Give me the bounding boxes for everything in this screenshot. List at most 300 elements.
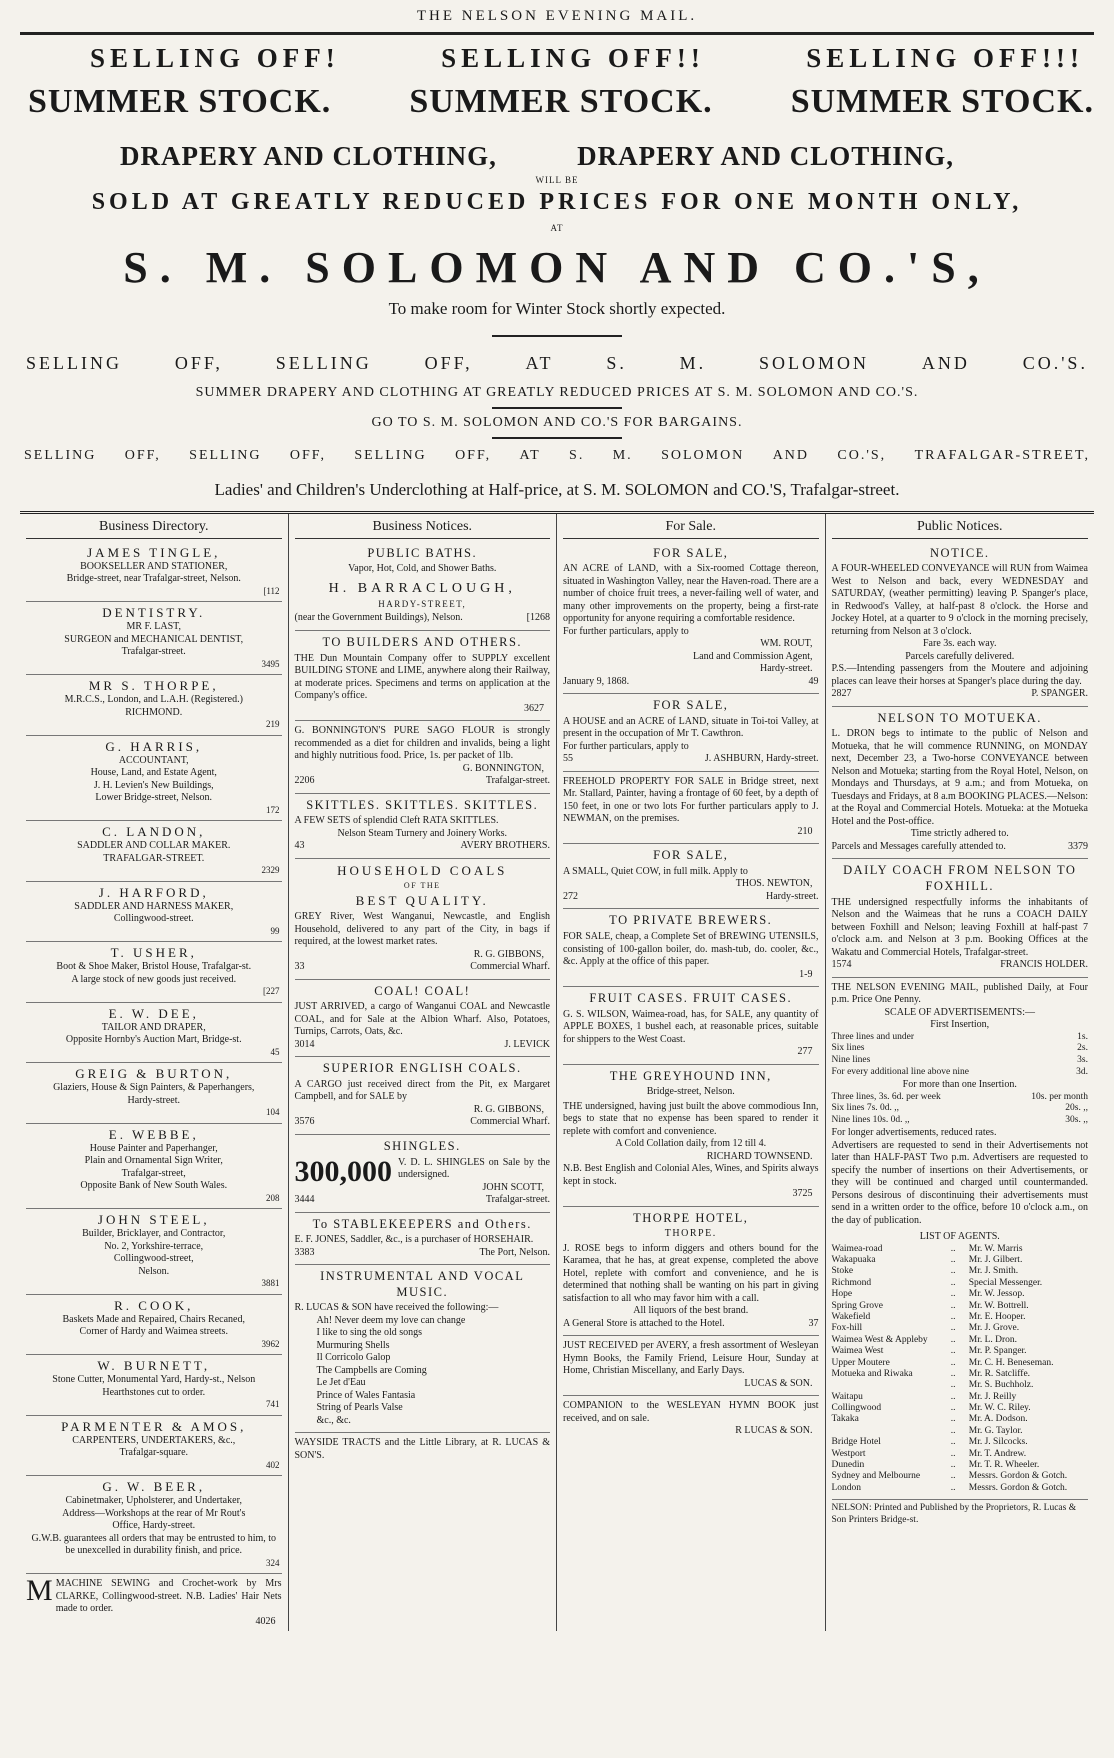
entry-line: House Painter and Paperhanger, (89, 1142, 218, 1154)
ad-signature: J. LEVICK (504, 1038, 550, 1050)
ad-store: A General Store is attached to the Hotel. (563, 1317, 725, 1329)
music-item: Prince of Wales Fantasia (316, 1389, 416, 1401)
agent-place: Stoke (831, 1266, 854, 1277)
entry-line: Opposite Bank of New South Wales. (80, 1180, 228, 1192)
ad-title: COAL! COAL! (374, 983, 471, 998)
ad-title-2: BEST QUALITY. (355, 892, 489, 908)
rate-label: For every additional line above nine (831, 1067, 969, 1078)
agent-place: London (831, 1482, 862, 1493)
ad-addr: Trafalgar-street. (485, 1194, 550, 1205)
ad-body: FOR SALE, cheap, a Complete Set of BREWING UTENSILS, consisting of 100-gallon boiler, do. mash-tub, do. cooler, &c., &c. Apply at the office of this paper. (563, 931, 819, 967)
spread1-word: SELLING (26, 352, 122, 373)
conveyance-notice (832, 542, 1089, 707)
ad-title: INSTRUMENTAL AND VOCAL MUSIC. (320, 1269, 525, 1299)
agent-leader: .. (950, 1323, 956, 1334)
agent-name: Mr. J. Grove. (968, 1323, 1020, 1334)
english-coals-ad (295, 1057, 551, 1135)
entry-number: 172 (266, 804, 280, 815)
entry-line: SURGEON and MECHANICAL DENTIST, (64, 633, 244, 645)
entry-line: Collingwood-street, (113, 1253, 194, 1265)
spread2-word: SELLING (24, 448, 97, 463)
avery-ad (563, 1336, 819, 1396)
entry-line: No. 2, Yorkshire-terrace, (104, 1240, 204, 1252)
entry-line: Collingwood-street. (113, 913, 194, 925)
rate-value: 3s. (1077, 1055, 1088, 1066)
fruit-cases-ad (563, 987, 819, 1065)
entry-number: 741 (266, 1399, 280, 1410)
agent-name: Mr. L. Dron. (968, 1334, 1018, 1345)
rate-value: 10s. per month (1031, 1091, 1088, 1102)
rate-label: Six lines (831, 1043, 865, 1054)
agent-place (832, 1380, 951, 1391)
entry-line: Address—Workshops at the rear of Mr Rout's (62, 1507, 246, 1519)
ad-body: A FEW SETS of splendid Cleft RATA SKITTLES. (294, 815, 499, 827)
spread2-word: SELLING (354, 448, 427, 463)
drop-cap: M (26, 1574, 53, 1607)
drapery-2: DRAPERY AND CLOTHING, (577, 141, 954, 171)
entry-line: Bridge-street, near Trafalgar-street, Nelson. (66, 573, 241, 585)
entry-line: Baskets Made and Repaired, Chairs Recaned, (62, 1313, 245, 1325)
ad-body: FREEHOLD PROPERTY FOR SALE in Bridge street, next Mr. Stallard, Painter, having a frontage of 60 feet, by a depth of 150 feet, in one or two lots For further particulars apply to J. NEWMAN, on the premises. (563, 775, 819, 825)
agent-leader: .. (950, 1425, 956, 1436)
agent-place: Takaka (831, 1414, 859, 1425)
music-item: Le Jet d'Eau (316, 1377, 366, 1389)
rate-value: 2s. (1077, 1043, 1088, 1054)
agent-place: Wakefield (831, 1311, 871, 1322)
entry-line: BOOKSELLER AND STATIONER, (80, 560, 228, 572)
music-item: Il Corricolo Galop (316, 1352, 391, 1364)
entry-line: Builder, Bricklayer, and Contractor, (82, 1228, 226, 1240)
ad-title: TO BUILDERS AND OTHERS. (322, 634, 523, 649)
column-title: Business Notices. (295, 518, 551, 539)
spread2-word: SELLING (189, 448, 262, 463)
at-label: AT (550, 223, 564, 233)
entry-number: 3962 (261, 1338, 280, 1349)
motueka-ad (832, 707, 1089, 860)
entry-number: 104 (266, 1107, 280, 1118)
agent-place: Wakapuaka (831, 1255, 876, 1266)
ad-body: V. D. L. SHINGLES on Sale by the undersigned. (398, 1156, 550, 1180)
music-item: Murmuring Shells (316, 1339, 390, 1351)
ad-title: THE GREYHOUND INN, (609, 1068, 772, 1083)
agent-name: Mr. W. Marris (968, 1243, 1023, 1254)
agent-leader: .. (950, 1243, 956, 1254)
agent-leader: .. (950, 1380, 956, 1391)
directory-entry (26, 542, 282, 603)
selling-off-1: SELLING OFF! (90, 43, 340, 73)
ad-collation: A Cold Collation daily, from 12 till 4. (615, 1138, 767, 1150)
agent-leader: .. (950, 1437, 956, 1448)
ad-number: 55 (563, 753, 573, 765)
ad-addr: Commercial Wharf. (470, 961, 550, 973)
summer-stock-1: SUMMER STOCK. (28, 83, 332, 120)
agent-name: Messrs. Gordon & Gotch. (968, 1482, 1068, 1493)
ad-body: E. F. JONES, Saddler, &c., is a purchaser of HORSEHAIR. (294, 1234, 534, 1246)
ad-body: J. ROSE begs to inform diggers and others bound for the Karamea, that he has, at great expense, completed the above Hotel, replete with comfort and convenience, and he is determined that nothing shall be wanting on his part in giving satisfaction to all who may favor him with a call. (563, 1242, 819, 1304)
for-sale-column (557, 514, 826, 1631)
ad-title: SKITTLES. SKITTLES. SKITTLES. (306, 797, 539, 812)
agent-place: Upper Moutere (831, 1357, 890, 1368)
ad-body: THE undersigned respectfully informs the inhabitants of Nelson and the Waimeas that he runs a COACH DAILY between Foxhill and Nelson; leaving Foxhill at half-past 7 o'clock a.m. and Nelson at 3 p.m. Booking Offices at the Wakatu and Commercial Hotels, Trafalgar-street. (831, 896, 1088, 958)
agent-leader: .. (950, 1300, 956, 1311)
ad-body: R. LUCAS & SON have received the following:— (294, 1302, 499, 1314)
sold-line: SOLD AT GREATLY REDUCED PRICES FOR ONE MONTH ONLY, (91, 189, 1023, 215)
spread2-word: M. (612, 448, 633, 463)
agent-place: Collingwood (831, 1403, 882, 1414)
directory-entry (26, 1063, 282, 1124)
directory-entry (26, 882, 282, 943)
machine-text: MACHINE SEWING and Crochet-work by Mrs CLARKE, Collingwood-street. N.B. Ladies' Hair Nets made to order. (55, 1578, 282, 1614)
directory-entry (26, 1476, 282, 1574)
ad-title: FRUIT CASES. FRUIT CASES. (589, 991, 793, 1005)
ad-title: SUPERIOR ENGLISH COALS. (322, 1061, 522, 1076)
ad-body: THE Dun Mountain Company offer to SUPPLY excellent BUILDING STONE and LIME, anywhere along their Railway, at moderate prices. Specimens and terms on application at the Company's office. (294, 652, 550, 701)
entry-line: RICHMOND. (125, 706, 183, 718)
shingles-number: 300,000 (294, 1154, 392, 1188)
entry-name: T. USHER, (110, 945, 197, 960)
entry-number: 2329 (261, 865, 280, 876)
spread1-word: SELLING (275, 352, 372, 373)
builders-ad (295, 631, 551, 721)
ad-body: GREY River, West Wanganui, Newcastle, and English Household, delivered to any part of the City, in bags if required, at the lowest market rates. (294, 911, 550, 948)
ad-body: G. BONNINGTON'S PURE SAGO FLOUR is strongly recommended as a diet for children and invalids, being a light and highly nutritious food. Price, 1s. per packet of 1lb. (294, 725, 550, 761)
ad-signature: R. G. GIBBONS, (473, 1103, 544, 1115)
rate-label: Nine lines 10s. 0d. ,, (831, 1115, 910, 1126)
business-notices-column (289, 514, 558, 1631)
ad-addr: The Port, Nelson. (479, 1246, 550, 1258)
ad-sub: Vapor, Hot, Cold, and Shower Baths. (348, 563, 497, 575)
ad-body: A FOUR-WHEELED CONVEYANCE will RUN from Waimea West to Nelson and back, every WEDNESDAY and SATURDAY, (weather permitting) leaving P. Spanger's place, in Redwood's Valley, at half-past 8 o'clock. the Horse and Jockey Hotel, at a quarter to 9 o'clock in the morning precisely, returning from Nelson at 3 o'clock. (831, 563, 1088, 637)
greyhound-inn-ad (563, 1065, 819, 1207)
companion-ad (563, 1396, 819, 1443)
ad-body: WAYSIDE TRACTS and the Little Library, at R. LUCAS & SON'S. (294, 1437, 550, 1461)
selling-off-line (20, 37, 1094, 83)
spread1-word: AND (921, 352, 970, 373)
entry-number: 3495 (261, 658, 280, 669)
ad-signature: RICHARD TOWNSEND. (706, 1150, 813, 1162)
entry-name: C. LANDON, (102, 824, 206, 839)
entry-line: ACCOUNTANT, (118, 754, 189, 766)
spread2-word: CO.'S, (837, 448, 887, 463)
solomon-headline: S. M. SOLOMON AND CO.'S, (123, 243, 991, 292)
music-item: Ah! Never deem my love can change (316, 1314, 466, 1326)
agent-place: Dunedin (831, 1460, 865, 1471)
ad-addr: Commercial Wharf. (470, 1116, 550, 1128)
longer-ads: For longer advertisements, reduced rates. (831, 1127, 997, 1139)
acre-sale-ad (563, 542, 819, 695)
go-to-line: GO TO S. M. SOLOMON AND CO.'S FOR BARGAINS. (371, 415, 743, 430)
spread2-word: OFF, (289, 448, 326, 463)
agent-name: Messrs. Gordon & Gotch. (968, 1471, 1068, 1482)
agent-leader: .. (950, 1277, 956, 1288)
ad-parcels: Parcels and Messages carefully attended to. (831, 840, 1006, 852)
agent-place: Fox-hill (831, 1323, 863, 1334)
ad-of-the: OF THE (403, 880, 441, 890)
entry-line: Opposite Hornby's Auction Mart, Bridge-st. (65, 1034, 242, 1046)
agents-list (832, 1244, 1089, 1495)
agent-place: Westport (831, 1448, 866, 1459)
masthead: THE NELSON EVENING MAIL. (416, 8, 698, 24)
agent-name: Mr. T. Andrew. (968, 1448, 1027, 1459)
rate-label: Three lines, 3s. 6d. per week (831, 1091, 941, 1102)
entry-number: 219 (266, 719, 280, 730)
ad-title: FOR SALE, (653, 698, 729, 713)
entry-number: [227 (263, 986, 280, 997)
ad-signature: G. BONNINGTON, (462, 762, 544, 774)
entry-line: Trafalgar-square. (119, 1447, 189, 1459)
agent-name: Mr. J. Gilbert. (968, 1255, 1023, 1266)
entry-line: SADDLER AND COLLAR MAKER. (77, 840, 231, 852)
scale-title: SCALE OF ADVERTISEMENTS:— (884, 1006, 1036, 1018)
ad-signature: FRANCIS HOLDER. (1000, 959, 1088, 970)
drapery-line (20, 141, 1094, 175)
directory-entry (26, 1209, 282, 1295)
ad-date: January 9, 1868. (563, 675, 630, 687)
ad-signature-2: Land and Commission Agent, (693, 650, 813, 662)
spread-line-2 (20, 439, 1094, 473)
ad-title: NOTICE. (930, 545, 990, 560)
agent-name: Special Messenger. (968, 1277, 1043, 1288)
ad-number: 3576 (294, 1116, 315, 1128)
entry-name: JOHN STEEL, (97, 1212, 210, 1227)
ad-number: 3725 (792, 1188, 813, 1200)
agent-leader: .. (950, 1414, 956, 1425)
agent-leader: .. (950, 1255, 956, 1266)
ad-number: 1-9 (799, 968, 813, 980)
spread1-word: CO.'S. (1022, 352, 1088, 373)
music-item: &c., &c. (316, 1414, 351, 1426)
entry-line: A large stock of new goods just received. (71, 973, 237, 985)
more-insertion: For more than one Insertion. (902, 1079, 1017, 1090)
public-notices-column (826, 514, 1095, 1631)
spread1-word: OFF, (424, 352, 473, 373)
entry-name: PARMENTER & AMOS, (61, 1418, 247, 1434)
ad-title: To STABLEKEEPERS and Others. (312, 1216, 532, 1231)
column-title: Public Notices. (832, 518, 1089, 539)
ad-body: THE undersigned, having just built the above commodious Inn, begs to state that no expense has been spared to render it replete with comfort and convenience. (563, 1100, 819, 1137)
entry-line: Plain and Ornamental Sign Writer, (84, 1155, 223, 1167)
entry-line: Lower Bridge-street, Nelson. (95, 792, 213, 804)
summer-stock-line (20, 83, 1094, 141)
entry-name: G. HARRIS, (105, 738, 203, 754)
house-sale-ad (563, 694, 819, 772)
agent-name: Mr. E. Hooper. (968, 1311, 1026, 1322)
ad-number: 3379 (1068, 840, 1088, 852)
coal-coal-ad (295, 980, 551, 1058)
ad-body: JUST ARRIVED, a cargo of Wanganui COAL and Newcastle COAL, and for Sale at the Albion Wharf. Also, Potatoes, Turnips, Carrots, Oats, &c. (294, 1001, 550, 1038)
spread1-word: S. (606, 352, 627, 373)
directory-entry (26, 942, 282, 1003)
agent-place: Bridge Hotel (831, 1437, 881, 1448)
ad-body: COMPANION to the WESLEYAN HYMN BOOK just received, and on sale. (563, 1400, 819, 1424)
spread1-word: SOLOMON (759, 352, 870, 373)
ad-number: 277 (797, 1046, 813, 1058)
entry-line: Boot & Shoe Maker, Bristol House, Trafalgar-st. (56, 961, 252, 973)
rates-table-1 (832, 1032, 1089, 1080)
music-item: String of Pearls Valse (316, 1402, 403, 1414)
barraclough-name: H. BARRACLOUGH, (328, 580, 516, 596)
ad-body: A SMALL, Quiet COW, in full milk. Apply to (563, 865, 748, 877)
spread1-word: OFF, (174, 352, 223, 373)
agent-place: Waitapu (831, 1391, 863, 1402)
will-be: WILL BE (535, 175, 579, 185)
ad-body-2: Advertisers are requested to send in their Advertisements not later than HALF-PAST Two p.m. Advertisers are requested to specify the number of insertions on their Advertisements, or they will be continued and charged until countermanded. Persons desirous of discontinuing their advertisements must send in a written order to the office, before 10 o'clock a.m., on the day of publication. (831, 1139, 1088, 1226)
ad-number: 2206 (294, 775, 315, 786)
skittles-ad (295, 794, 551, 859)
shingles-ad (295, 1135, 551, 1213)
entry-line: House, Land, and Estate Agent, (90, 767, 217, 779)
ad-sub: THORPE. (664, 1228, 717, 1240)
ad-signature: AVERY BROTHERS. (460, 840, 550, 852)
rate-value: 3d. (1076, 1067, 1088, 1078)
ad-addr: Trafalgar-street. (485, 775, 550, 786)
spread2-word: SOLOMON (661, 448, 745, 463)
foxhill-coach-ad (832, 859, 1089, 977)
spread2-word: OFF, (124, 448, 161, 463)
entry-line: Trafalgar-street. (121, 646, 186, 658)
selling-off-3: SELLING OFF!!! (806, 43, 1084, 73)
ad-title: NELSON TO MOTUEKA. (877, 710, 1042, 725)
spread-line-1 (20, 347, 1094, 379)
barraclough-sub: HARDY-STREET, (378, 599, 467, 610)
agent-name: Mr. R. Satcliffe. (968, 1368, 1031, 1379)
ad-number: 3627 (524, 702, 544, 714)
agent-place: Waimea West (831, 1346, 884, 1357)
entry-line: Stone Cutter, Monumental Yard, Hardy-st., Nelson (52, 1374, 256, 1386)
agent-leader: .. (950, 1403, 956, 1414)
entry-line: Office, Hardy-street. (112, 1520, 196, 1532)
agent-name: Mr. J. Smith. (968, 1266, 1019, 1277)
entry-number: 208 (266, 1192, 280, 1203)
entry-name: G. W. BEER, (102, 1479, 206, 1494)
ad-title: SHINGLES. (383, 1138, 461, 1153)
entry-line: MR F. LAST, (126, 621, 182, 633)
entry-line: CARPENTERS, UNDERTAKERS, &c., (72, 1434, 236, 1446)
entry-name: E. W. DEE, (108, 1005, 199, 1021)
entry-name: R. COOK, (114, 1297, 194, 1313)
agent-place: Richmond (831, 1277, 872, 1288)
music-list (295, 1315, 551, 1428)
agent-leader: .. (950, 1357, 956, 1368)
rate-value: 1s. (1077, 1031, 1088, 1042)
tracts-ad (295, 1433, 551, 1467)
entry-line: Hearthstones cut to order. (102, 1386, 206, 1398)
directory-entry (26, 821, 282, 882)
freehold-ad (563, 772, 819, 845)
music-ad (295, 1265, 551, 1433)
agent-name: Mr. C. H. Beneseman. (968, 1357, 1054, 1368)
directory-entry (26, 1003, 282, 1064)
entry-name: J. HARFORD, (98, 884, 209, 900)
ad-body: THE NELSON EVENING MAIL, published Daily, at Four p.m. Price One Penny. (831, 981, 1088, 1005)
ad-title: HOUSEHOLD COALS (337, 862, 508, 878)
ad-number: 1574 (831, 959, 852, 970)
machine-sewing-ad (26, 1574, 282, 1631)
ad-addr: Hardy-street. (760, 663, 813, 675)
ad-number: 3014 (294, 1038, 315, 1050)
agent-leader: .. (950, 1289, 956, 1300)
agent-name: Mr. G. Taylor. (968, 1425, 1023, 1436)
entry-line: G.W.B. guarantees all orders that may be entrusted to him, to be unexcelled in durability finish, and price. (31, 1532, 277, 1557)
ad-body: AN ACRE of LAND, with a Six-roomed Cottage thereon, situated in Washington Valley, near the Haven-road. There are a number of choice fruit trees, a never-failing well of water, and many other improvements on the property, being a first-rate opportunity for anyone requiring a comfortable residence. (563, 563, 819, 625)
entry-name: W. BURNETT, (97, 1358, 211, 1373)
entry-line: Corner of Hardy and Waimea streets. (79, 1326, 228, 1338)
ad-liquors: All liquors of the best brand. (633, 1305, 749, 1317)
agent-name: Mr. A. Dodson. (968, 1414, 1028, 1425)
entry-line: TAILOR AND DRAPER, (101, 1021, 206, 1033)
selling-off-2: SELLING OFF!! (441, 43, 705, 73)
thorpe-hotel-ad (563, 1207, 819, 1337)
entry-name: GREIG & BURTON, (75, 1066, 233, 1081)
ad-number: 4026 (255, 1615, 276, 1627)
agent-name: Mr. J. Reilly (968, 1391, 1017, 1402)
ad-fare: Fare 3s. each way. (923, 638, 997, 650)
ad-apply: For further particulars, apply to (563, 740, 689, 752)
rate-value: 20s. ,, (1065, 1103, 1088, 1114)
ad-number: 43 (294, 840, 305, 852)
public-baths-ad (295, 542, 551, 631)
ad-number: 272 (563, 890, 578, 902)
entry-line: Nelson. (138, 1265, 170, 1277)
ad-sub: Nelson Steam Turnery and Joinery Works. (337, 827, 508, 839)
directory-entry (26, 675, 282, 736)
first-insertion: First Insertion, (930, 1019, 990, 1030)
columns (20, 511, 1094, 1631)
agent-leader: .. (950, 1391, 956, 1402)
ad-number: 37 (808, 1317, 819, 1329)
summer-drapery-line: SUMMER DRAPERY AND CLOTHING AT GREATLY REDUCED PRICES AT S. M. SOLOMON AND CO.'S. (195, 385, 919, 400)
directory-entry (26, 1295, 282, 1356)
ad-signature: JOHN SCOTT, (482, 1181, 544, 1193)
agent-name: Mr. S. Buchholz. (968, 1380, 1034, 1391)
agent-name: Mr. P. Spanger. (968, 1346, 1027, 1357)
room-line: To make room for Winter Stock shortly expected. (388, 299, 726, 318)
summer-stock-3: SUMMER STOCK. (790, 83, 1094, 120)
ad-signature: LUCAS & SON. (744, 1377, 813, 1389)
spread2-word: OFF, (455, 448, 492, 463)
entry-line: TRAFALGAR-STREET. (103, 852, 205, 864)
ad-title: DAILY COACH FROM NELSON TO FOXHILL. (843, 863, 1077, 893)
agent-leader: .. (950, 1346, 956, 1357)
ad-number: 2827 (831, 688, 852, 700)
ad-body: L. DRON begs to intimate to the public of Nelson and Motueka, that he will commence RUNNING, on MONDAY next, December 23, a Two-horse CONVEYANCE between Nelson and Motueka; starting from the Royal Hotel, Nelson, on Mondays and Thursdays, at 9 a.m.; and from Motueka, on Tuesdays and Fridays, at 8 a.m BOOKING PLACES.—Nelson: at the Royal and Commercial Hotels. Motueka: at the Motueka Hotel and the Post-office. (831, 728, 1088, 827)
entry-line: Cabinetmaker, Upholsterer, and Undertaker, (65, 1495, 242, 1507)
rate-label: Three lines and under (831, 1031, 915, 1042)
ad-number: 49 (808, 675, 819, 687)
agent-place: Sydney and Melbourne (831, 1471, 921, 1482)
ad-number: 33 (294, 961, 305, 973)
rates-table-2 (832, 1092, 1089, 1128)
directory-entry (26, 1124, 282, 1210)
entry-number: 402 (266, 1459, 280, 1470)
column-title: Business Directory. (26, 518, 282, 539)
ad-nb: N.B. Best English and Colonial Ales, Wines, and Spirits always kept in stock. (563, 1163, 819, 1187)
spread2-word: TRAFALGAR-STREET, (914, 448, 1090, 463)
drapery-1: DRAPERY AND CLOTHING, (120, 141, 497, 171)
ad-title: THORPE HOTEL, (633, 1210, 749, 1225)
household-coals-ad (295, 859, 551, 980)
spread2-word: AND (772, 448, 810, 463)
entry-name: DENTISTRY. (102, 605, 206, 620)
directory-list (26, 542, 282, 1575)
agent-leader: .. (950, 1471, 956, 1482)
directory-entry (26, 1416, 282, 1477)
ad-addr: Hardy-street. (766, 890, 819, 902)
ad-body: A CARGO just received direct from the Pit, ex Margaret Campbell, and for SALE by (294, 1078, 550, 1103)
agent-name: Mr. J. Silcocks. (968, 1437, 1028, 1448)
entry-number: [112 (263, 585, 280, 596)
ad-number: 3383 (294, 1246, 315, 1258)
